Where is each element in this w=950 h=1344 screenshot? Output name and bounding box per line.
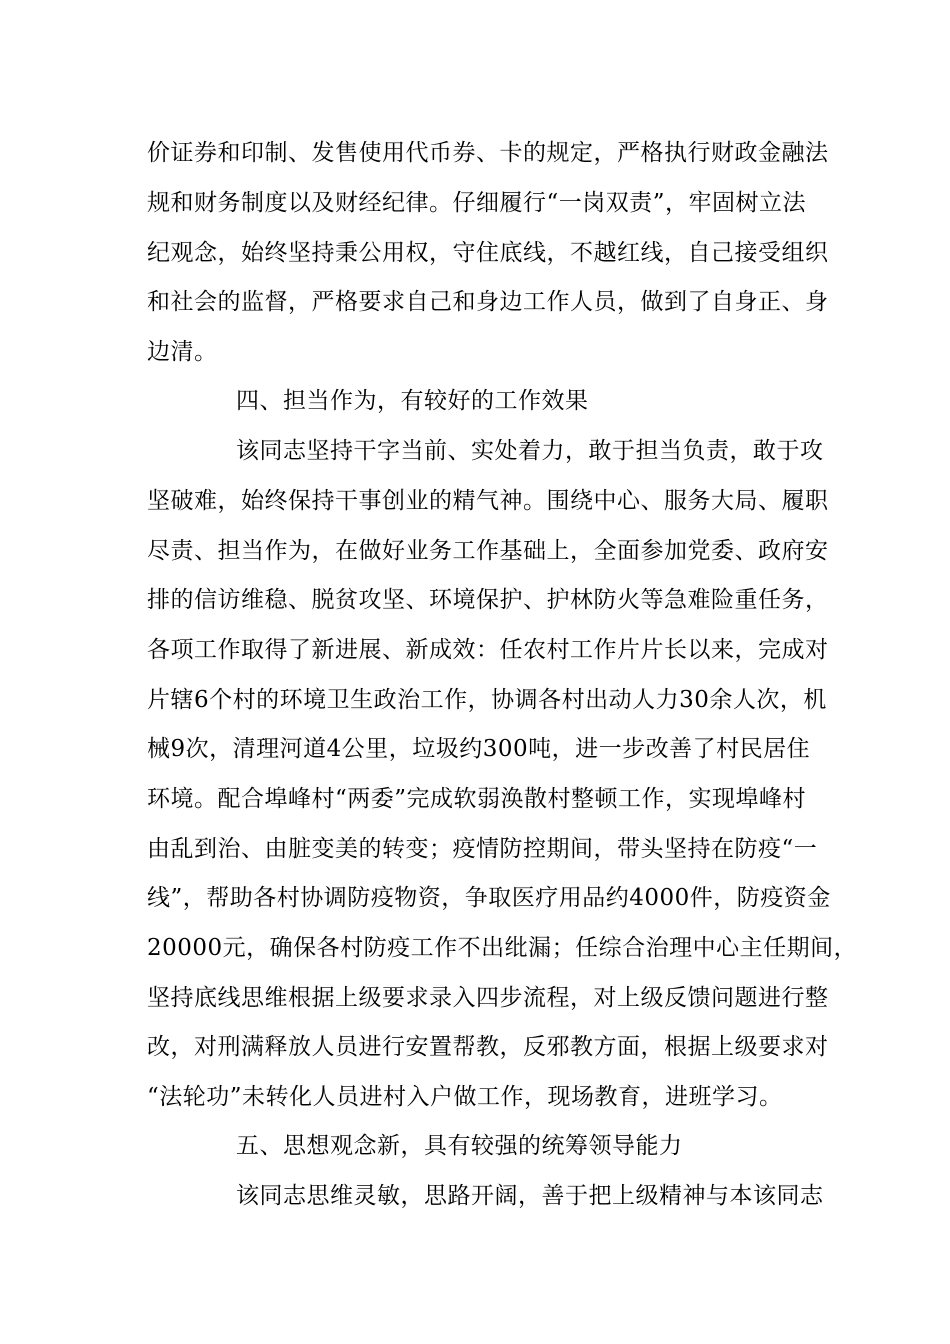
- paragraph-line: 该同志坚持干字当前、实处着力，敢于担当负责，敢于攻: [236, 438, 824, 464]
- section-heading: 四、担当作为，有较好的工作效果: [236, 388, 589, 414]
- paragraph-line: 坚破难，始终保持干事创业的精气神。围绕中心、服务大局、履职: [147, 488, 829, 514]
- paragraph-line: 线”，帮助各村协调防疫物资，争取医疗用品约4000件，防疫资金: [147, 885, 831, 911]
- paragraph-line: 械9次，清理河道4公里，垃圾约300吨，进一步改善了村民居住: [147, 736, 811, 762]
- paragraph-line: 改，对刑满释放人员进行安置帮教，反邪教方面，根据上级要求对: [147, 1034, 829, 1060]
- paragraph-line: “法轮功”未转化人员进村入户做工作，现场教育，进班学习。: [147, 1084, 783, 1110]
- paragraph-line: 规和财务制度以及财经纪律。仔细履行“一岗双责”，牢固树立法: [147, 190, 807, 216]
- paragraph-line: 纪观念，始终坚持秉公用权，守住底线，不越红线，自己接受组织: [147, 240, 829, 266]
- paragraph-line: 排的信访维稳、脱贫攻坚、环境保护、护林防火等急难险重任务，: [147, 587, 829, 613]
- paragraph-line: 该同志思维灵敏，思路开阔，善于把上级精神与本该同志: [236, 1183, 824, 1209]
- paragraph-line: 边清。: [147, 339, 218, 365]
- paragraph-line: 尽责、担当作为，在做好业务工作基础上，全面参加党委、政府安: [147, 538, 829, 564]
- paragraph-line: 各项工作取得了新进展、新成效：任农村工作片片长以来，完成对: [147, 637, 829, 663]
- paragraph-line: 环境。配合埠峰村“两委”完成软弱涣散村整顿工作，实现埠峰村: [147, 786, 807, 812]
- paragraph-line: 和社会的监督，严格要求自己和身边工作人员，做到了自身正、身: [147, 289, 829, 315]
- paragraph-line: 坚持底线思维根据上级要求录入四步流程，对上级反馈问题进行整: [147, 985, 829, 1011]
- section-heading: 五、思想观念新，具有较强的统筹领导能力: [236, 1133, 683, 1159]
- paragraph-line: 价证券和印制、发售使用代币券、卡的规定，严格执行财政金融法: [147, 140, 829, 166]
- paragraph-line: 由乱到治、由脏变美的转变；疫情防控期间，带头坚持在防疫“一: [147, 836, 818, 862]
- paragraph-line: 20000元，确保各村防疫工作不出纰漏；任综合治理中心主任期间，: [147, 935, 858, 961]
- paragraph-line: 片辖6个村的环境卫生政治工作，协调各村出动人力30余人次，机: [147, 687, 827, 713]
